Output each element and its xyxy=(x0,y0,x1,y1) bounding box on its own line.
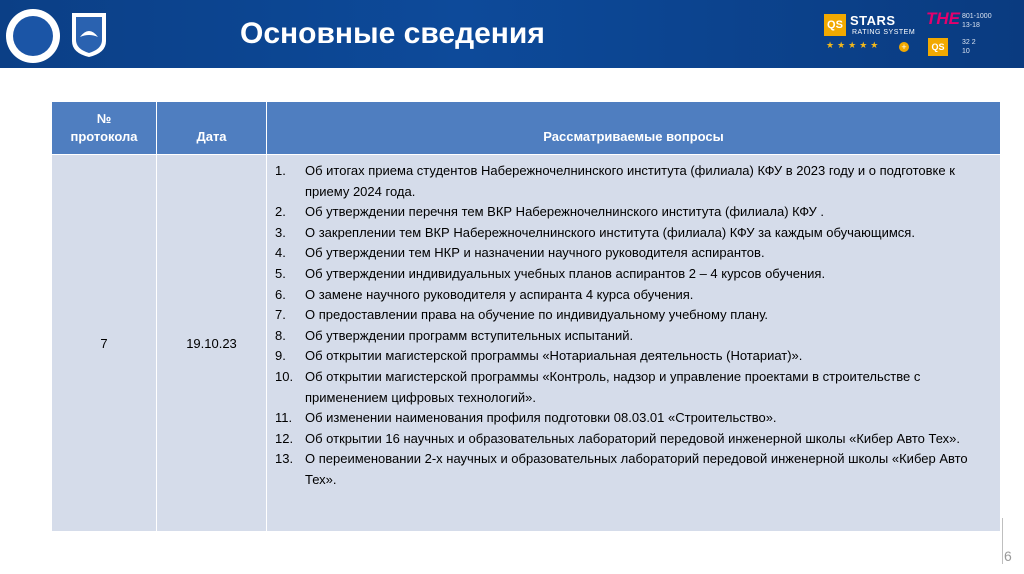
page-divider xyxy=(1002,518,1003,564)
list-item-number: 5. xyxy=(275,265,286,281)
list-item xyxy=(275,367,992,408)
list-item-text: Об открытии магистерской программы «Контроль, надзор и управление проектами в строительстве с применением цифровых технологий». xyxy=(305,368,921,405)
list-item xyxy=(275,161,992,202)
list-item xyxy=(275,223,992,244)
page-number: 6 xyxy=(1004,548,1012,564)
header-date: Дата xyxy=(157,102,267,155)
list-item-text: Об утверждении программ вступительных испытаний. xyxy=(305,327,634,343)
star-rating-icons: ★★★★★ xyxy=(826,40,882,50)
list-item-text: Об итогах приема студентов Набережночелнинского института (филиала) КФУ в 2023 году и о подготовке к приему 2024 года. xyxy=(305,163,955,199)
list-item xyxy=(275,429,992,450)
stars-label: STARS xyxy=(850,13,896,28)
list-item xyxy=(275,285,992,306)
meetings-table xyxy=(51,101,1001,532)
university-seal-logo xyxy=(6,9,60,63)
header-protocol: № протокола xyxy=(52,102,157,155)
the-ranking-logo: THE xyxy=(926,9,960,28)
list-item-number: 1. xyxy=(275,163,286,178)
list-item-number: 6. xyxy=(275,286,286,302)
list-item-text: Об открытии 16 научных и образовательных лабораторий передовой инженерной школы «Кибер Авто Тех». xyxy=(305,430,960,446)
list-item-number: 7. xyxy=(275,307,286,323)
shield-logo-icon xyxy=(70,11,108,59)
list-item xyxy=(275,326,992,347)
qs-rank-line-1: 32 2 xyxy=(962,39,976,46)
list-item xyxy=(275,243,992,264)
list-item-text: Об утверждении перечня тем ВКР Набережночелнинского института (филиала) КФУ . xyxy=(305,204,825,220)
qs-stars-logo-icon: QS xyxy=(824,14,846,36)
list-item-text: Об утверждении индивидуальных учебных планов аспирантов 2 – 4 курсов обучения. xyxy=(305,265,826,281)
list-item xyxy=(275,264,992,285)
list-item-number: 10. xyxy=(275,368,294,384)
list-item-text: О переименовании 2-х научных и образовательных лабораторий передовой инженерной школы «Кибер Авто Тех». xyxy=(305,451,968,487)
list-item xyxy=(275,346,992,367)
list-item xyxy=(275,305,992,326)
list-item-text: Об утверждении тем НКР и назначении научного руководителя аспирантов. xyxy=(305,245,765,261)
list-item xyxy=(275,202,992,223)
list-item-text: Об изменении наименования профиля подготовки 08.03.01 «Строительство». xyxy=(305,410,777,426)
list-item-number: 12. xyxy=(275,430,294,446)
list-item-number: 13. xyxy=(275,451,294,467)
the-rank-line-2: 13-18 xyxy=(962,22,980,29)
list-item-text: О замене научного руководителя у аспиранта 4 курса обучения. xyxy=(305,286,694,302)
list-item-number: 3. xyxy=(275,224,286,240)
header-questions: Рассматриваемые вопросы xyxy=(267,102,1001,155)
date-cell: 19.10.23 xyxy=(157,155,267,532)
rating-system-label: RATING SYSTEM xyxy=(852,29,916,36)
meetings-table-container xyxy=(51,101,1000,532)
header-bar xyxy=(0,0,1024,68)
list-item-number: 11. xyxy=(275,410,293,426)
list-item-number: 9. xyxy=(275,348,286,364)
list-item xyxy=(275,408,992,429)
the-rank-line-1: 801-1000 xyxy=(962,13,992,20)
qs-rank-line-2: 10 xyxy=(962,48,970,55)
list-item-number: 4. xyxy=(275,245,286,261)
questions-cell xyxy=(267,155,1001,532)
list-item-text: О предоставлении права на обучение по индивидуальному учебному плану. xyxy=(305,307,769,323)
protocol-number-cell: 7 xyxy=(52,155,157,532)
list-item-text: Об открытии магистерской программы «Нотариальная деятельность (Нотариат)». xyxy=(305,348,803,364)
seal-emblem xyxy=(13,16,53,56)
page-title: Основные сведения xyxy=(240,17,545,50)
list-item-number: 8. xyxy=(275,327,286,343)
plus-star-icon: + xyxy=(899,42,909,52)
list-item-number: 2. xyxy=(275,204,286,220)
list-item xyxy=(275,449,992,490)
table-header-row xyxy=(52,102,1001,155)
questions-list xyxy=(275,161,992,491)
table-row xyxy=(52,155,1001,532)
list-item-text: О закреплении тем ВКР Набережночелнинского института (филиала) КФУ за каждым обучающимся. xyxy=(305,224,915,240)
qs-ranking-logo: QS xyxy=(928,38,948,56)
